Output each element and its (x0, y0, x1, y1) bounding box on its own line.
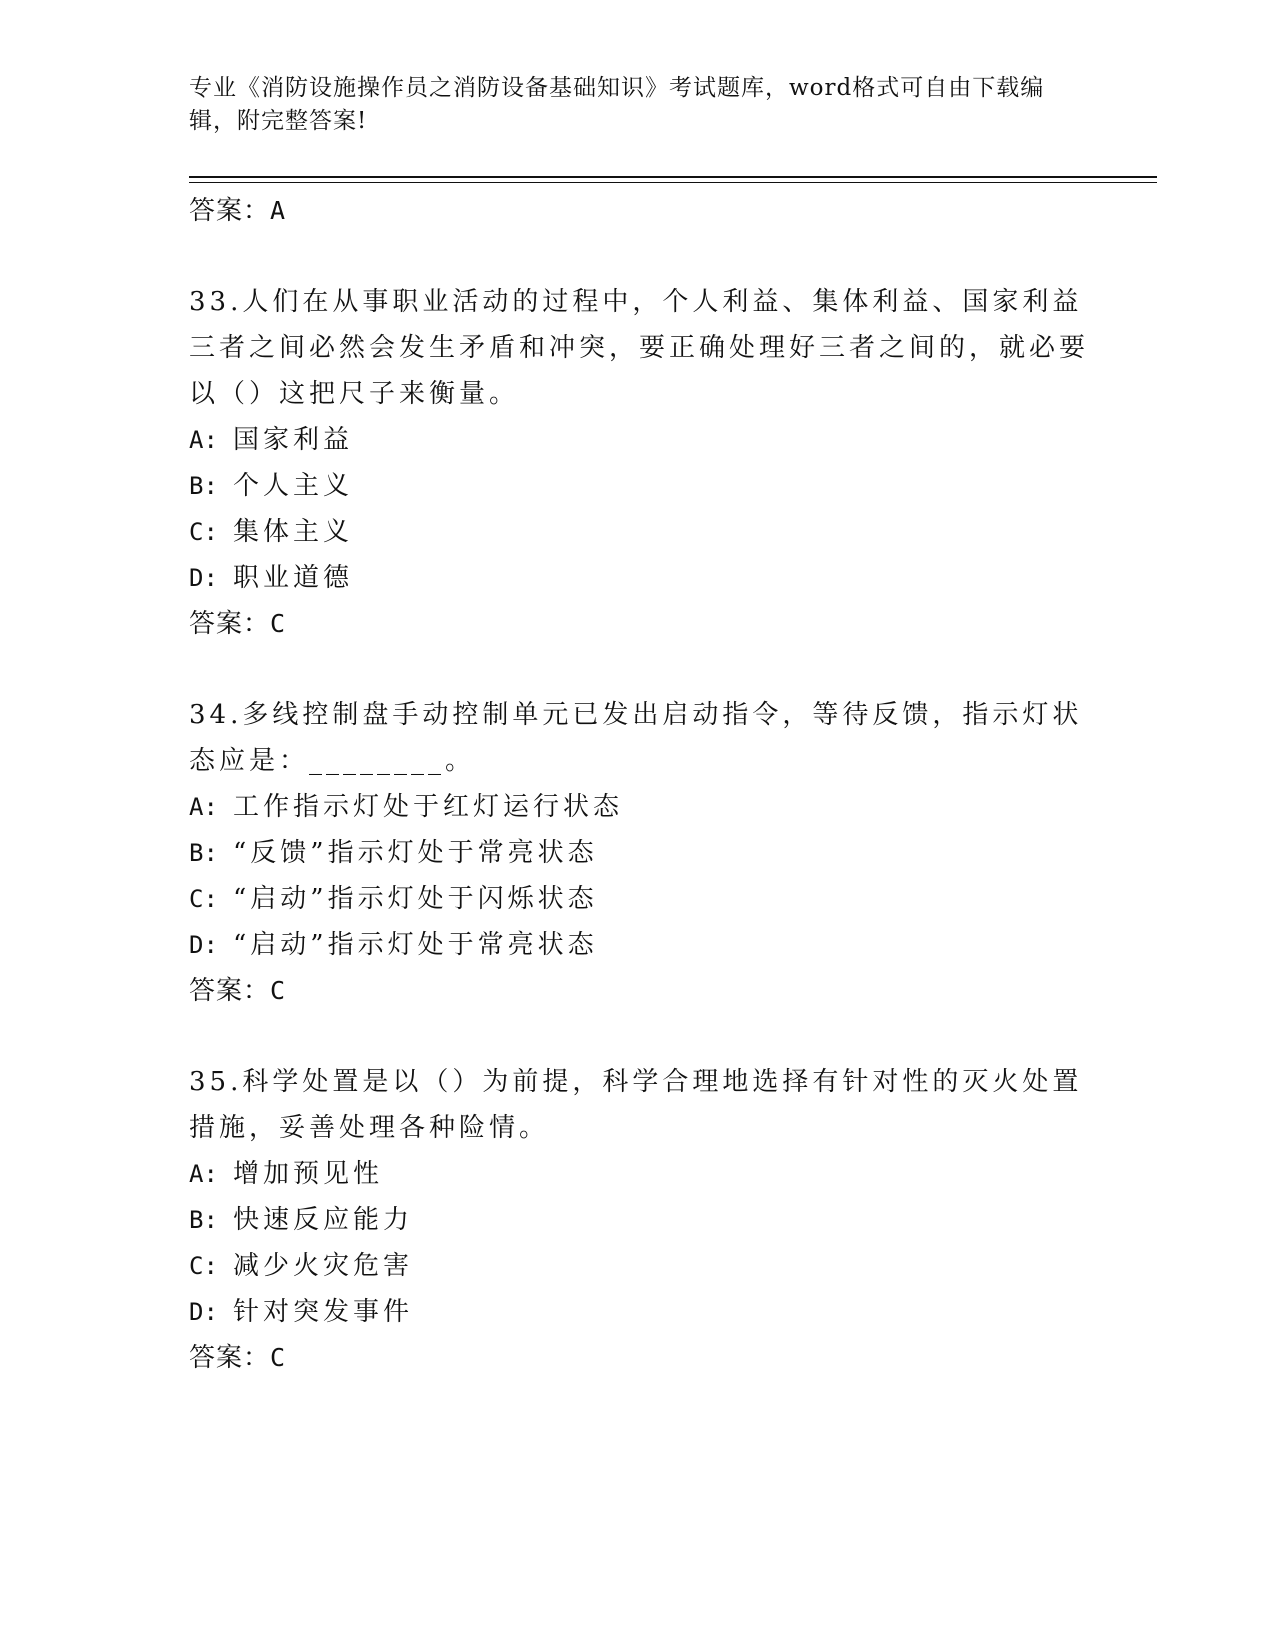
question-stem: 35.科学处置是以（）为前提，科学合理地选择有针对性的灭火处置措施，妥善处理各种险情。 (189, 1067, 1083, 1143)
question-35 (189, 1059, 1089, 1381)
option-d (189, 922, 1089, 968)
option-c (189, 876, 1089, 922)
header-divider-thick (189, 176, 1157, 178)
answer-label: 答案： (189, 609, 271, 639)
option-a (189, 784, 1089, 830)
answer-label: 答案： (189, 196, 271, 226)
option-a (189, 1151, 1089, 1197)
option-letter: B: (189, 839, 218, 867)
question-answer (189, 968, 1089, 1014)
option-letter: A: (189, 793, 218, 821)
answer-value: A (270, 196, 287, 225)
option-letter: B: (189, 472, 218, 500)
option-d (189, 1289, 1089, 1335)
answer-value: C (270, 976, 287, 1005)
option-b (189, 1197, 1089, 1243)
question-answer (189, 601, 1089, 647)
question-stem: 34.多线控制盘手动控制单元已发出启动指令，等待反馈，指示灯状态应是：________。 (189, 700, 1083, 776)
option-letter: A: (189, 426, 218, 454)
option-letter: C: (189, 1252, 218, 1280)
header-divider-thin (189, 182, 1157, 183)
option-d (189, 555, 1089, 601)
option-text: “反馈”指示灯处于常亮状态 (233, 838, 598, 868)
question-list (189, 188, 1089, 1381)
option-text: 个人主义 (233, 471, 354, 501)
option-text: 减少火灾危害 (233, 1251, 414, 1281)
option-text: 职业道德 (233, 563, 354, 593)
option-text: 增加预见性 (233, 1159, 384, 1189)
option-c (189, 509, 1089, 555)
option-text: 工作指示灯处于红灯运行状态 (233, 792, 624, 822)
option-b (189, 830, 1089, 876)
document-header: 专业《消防设施操作员之消防设备基础知识》考试题库，word格式可自由下载编辑，附完整答案! (189, 75, 1045, 134)
question-33 (189, 279, 1089, 647)
option-letter: D: (189, 1298, 218, 1326)
option-b (189, 463, 1089, 509)
question-stem: 33.人们在从事职业活动的过程中，个人利益、集体利益、国家利益三者之间必然会发生矛盾和冲突，要正确处理好三者之间的，就必要以（）这把尺子来衡量。 (189, 287, 1090, 409)
option-a (189, 417, 1089, 463)
option-text: 国家利益 (233, 425, 354, 455)
option-letter: C: (189, 518, 218, 546)
answer-value: C (270, 609, 287, 638)
option-text: “启动”指示灯处于常亮状态 (233, 930, 598, 960)
question-34 (189, 692, 1089, 1014)
answer-label: 答案： (189, 976, 271, 1006)
previous-answer (189, 188, 1089, 234)
option-letter: B: (189, 1206, 218, 1234)
answer-label: 答案： (189, 1343, 271, 1373)
question-answer (189, 1335, 1089, 1381)
option-letter: A: (189, 1160, 218, 1188)
option-letter: D: (189, 564, 218, 592)
option-letter: C: (189, 885, 218, 913)
option-letter: D: (189, 931, 218, 959)
option-c (189, 1243, 1089, 1289)
option-text: 针对突发事件 (233, 1297, 414, 1327)
option-text: “启动”指示灯处于闪烁状态 (233, 884, 598, 914)
option-text: 集体主义 (233, 517, 354, 547)
option-text: 快速反应能力 (233, 1205, 414, 1235)
answer-value: C (270, 1343, 287, 1372)
